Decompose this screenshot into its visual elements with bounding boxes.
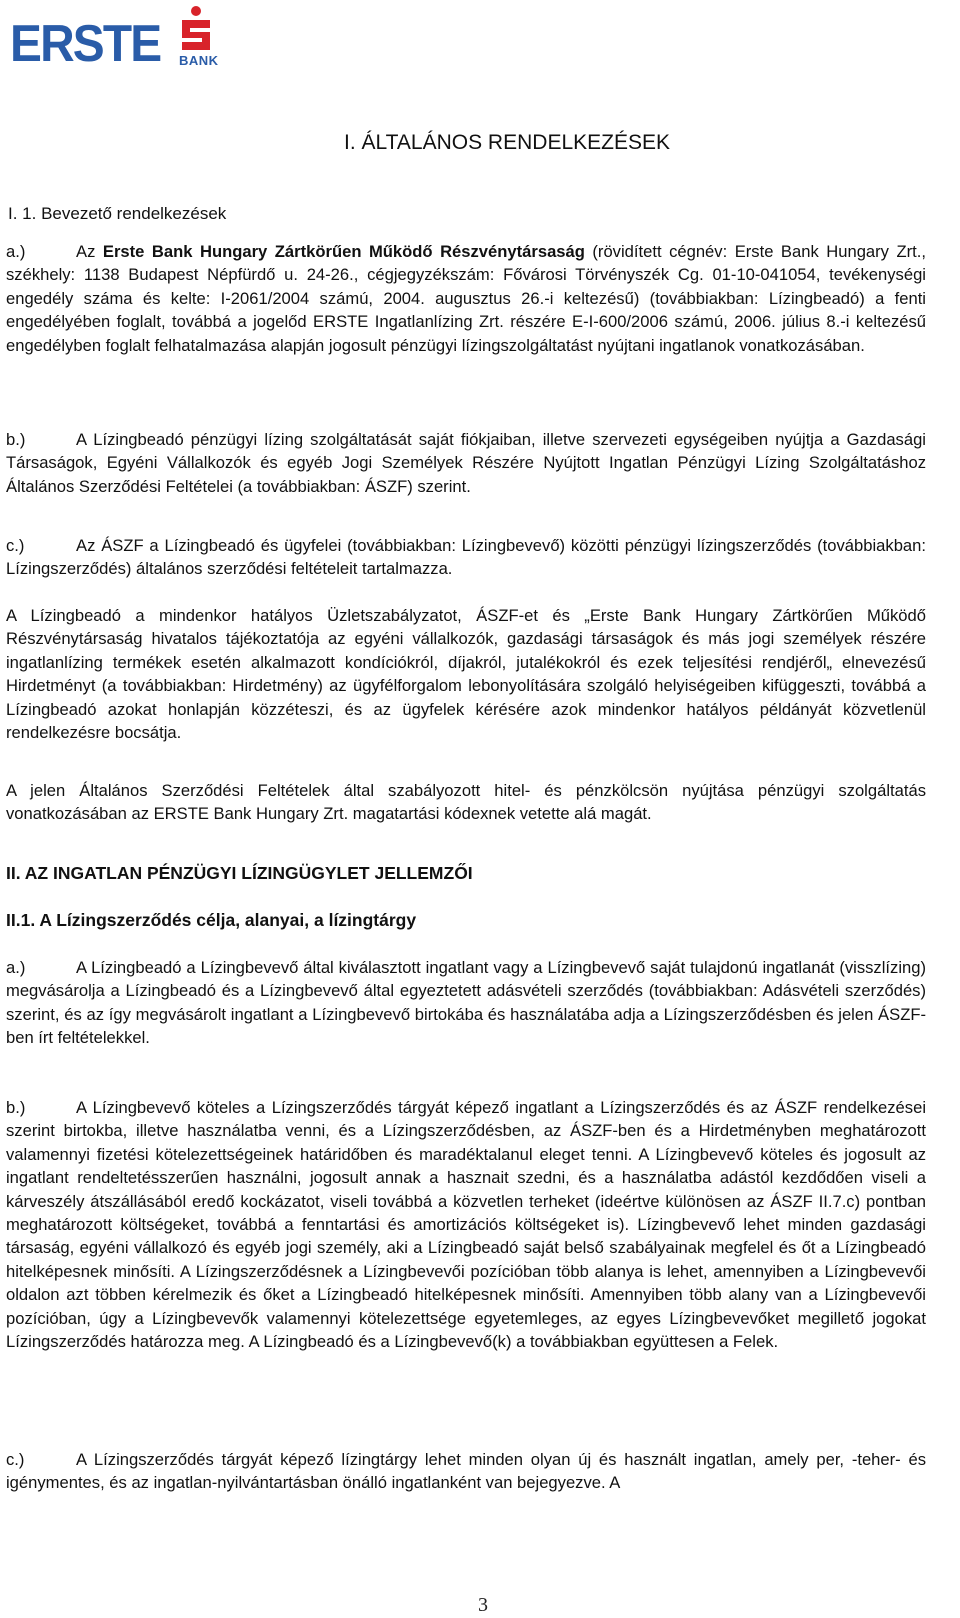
paragraph-1d: A Lízingbeadó a mindenkor hatályos Üzletszabályzatot, ÁSZF-et és „Erste Bank Hungary Zártkörűen Működő Részvénytársaság hivatalos tájékoztatója az egyéni vállalkozók, gazdasági társaságok és más jogi személyek részére ingatlanlízing termékek esetén alkalmazott kondíciókról, díjakról, jutalékokról és ezek teljesítési rendjéről„ elnevezésű Hirdetményt (a továbbiakban: Hirdetmény) az ügyfélforgalom lebonyolítására szolgáló helyiségeiben kifüggeszti, továbbá a Lízingbeadó azokat honlapján közzéteszi, és az ügyfelek kérésére azok mindenkor hatályos példányát közvetlenül rendelkezésre bocsátja. xyxy=(6,606,926,743)
paragraph-2c: c.) A Lízingszerződés tárgyát képező lízingtárgy lehet minden olyan új és használt ingatlan, amely per, -teher- és igénymentes, és az ingatlan-nyilvántartásban önálló ingatlanként van bejegyezve. A xyxy=(6,1450,926,1493)
paragraph-2a: a.) A Lízingbeadó a Lízingbevevő által kiválasztott ingatlant vagy a Lízingbevevő saját tulajdonú ingatlanát (visszlízing) megvásárolja a Lízingbeadó és a Lízingbevevő által egyeztetett adásvételi szerződés (továbbiakban: Adásvételi szerződés) szerint, és az így megvásárolt ingatlant a Lízingbevevő birtokába és használatába adja a Lízingszerződésben és jelen ÁSZF-ben írt feltételekkel. xyxy=(6,958,926,1048)
paragraph-label: a.) xyxy=(6,242,26,261)
paragraph-label: c.) xyxy=(6,1450,25,1469)
logo-wordmark: ERSTE xyxy=(10,15,161,73)
section-heading-1: I. ÁLTALÁNOS RENDELKEZÉSEK xyxy=(344,131,670,154)
erste-bank-logo xyxy=(10,6,219,73)
paragraph-2b: b.) A Lízingbevevő köteles a Lízingszerződés tárgyát képező ingatlant a Lízingszerződés és az ÁSZF rendelkezései szerint birtokba, illetve használatba venni, és a Lízingszerződésben, az ÁSZF-ben és a Hirdetményben meghatározott valamennyi fizetési kötelezettségeinek határidőben és maradéktalanul eleget tenni. A Lízingbevevő köteles és jogosult az ingatlant rendeltetésszerűen használni, jogosult annak a hasznait szedni, és a használatba adástól kezdődően viseli a kárveszély átszállásából eredő kockázatot, viseli továbbá a közvetlen terheket (ideértve különösen az ÁSZF II.7.c) pontban meghatározott költségeket, továbbá a fenntartási és amortizációs költségeket is). Lízingbevevő lehet minden gazdasági társaság, egyéni vállalkozó és egyéb jogi személy, aki a Lízingbeadó saját belső szabályainak megfelel és őt a Lízingbeadó hitelképesnek minősíti. A Lízingszerződésnek a Lízingbevevői pozícióban több alanya is lehet, amennyiben a Lízingbevevői oldalon azt többen kérelmezik és őket a Lízingbeadó hitelképesnek minősíti. Amennyiben több alany van a Lízingbevevői pozícióban, úgy a Lízingbevevők valamennyi kötelezettsége egyetemleges, az egyes Lízingbevevőket megillető jogokat Lízingszerződés határozza meg. A Lízingbeadó és a Lízingbevevő(k) a továbbiakban együttesen a Felek. xyxy=(6,1098,926,1352)
paragraph-1a: a.) Az Erste Bank Hungary Zártkörűen Működő Részvénytársaság (rövidített cégnév: Erste Bank Hungary Zrt., székhely: 1138 Budapest Népfürdő u. 24-26., cégjegyzékszám: Fővárosi Törvényszék Cg. 01-10-041054, tevékenységi engedély száma és kelte: I-2061/2004 számú, 2004. augusztus 26.-i keltezésű) (továbbiakban: Lízingbeadó) a fenti engedélyében foglalt, továbbá a jogelőd ERSTE Ingatlanlízing Zrt. részére E-I-600/2006 számú, 2006. július 8.-i keltezésű engedélyben foglalt felhatalmazása alapján jogosult pénzügyi lízingszolgáltatást nyújtani ingatlanok vonatkozásában. xyxy=(6,242,926,355)
paragraph-label: b.) xyxy=(6,430,26,449)
bank-name: Erste Bank Hungary Zártkörűen Működő Részvénytársaság xyxy=(102,242,585,261)
section-heading-2: II. AZ INGATLAN PÉNZÜGYI LÍZINGÜGYLET JELLEMZŐI xyxy=(6,863,473,883)
paragraph-1c: c.) Az ÁSZF a Lízingbeadó és ügyfelei (továbbiakban: Lízingbevevő) közötti pénzügyi lízingszerződés (továbbiakban: Lízingszerződés) általános szerződési feltételeit tartalmazza. xyxy=(6,536,926,579)
subsection-heading-2-1: II.1. A Lízingszerződés célja, alanyai, a lízingtárgy xyxy=(6,910,417,930)
page-number: 3 xyxy=(478,1594,488,1616)
paragraph-1e: A jelen Általános Szerződési Feltételek által szabályozott hitel- és pénzkölcsön nyújtása pénzügyi szolgáltatás vonatkozásában az ERSTE Bank Hungary Zrt. magatartási kódexnek vetette alá magát. xyxy=(6,781,926,824)
paragraph-1b: b.) A Lízingbeadó pénzügyi lízing szolgáltatását saját fiókjaiban, illetve szervezeti egységeiben nyújtja a Gazdasági Társaságok, Egyéni Vállalkozók és egyéb Jogi Személyek Részére Nyújtott Ingatlan Pénzügyi Lízing Szolgáltatáshoz Általános Szerződési Feltételei (a továbbiakban: ÁSZF) szerint. xyxy=(6,430,926,496)
paragraph-label: c.) xyxy=(6,536,25,555)
paragraph-label: b.) xyxy=(6,1098,26,1117)
logo-bank-text: BANK xyxy=(179,53,219,68)
paragraph-label: a.) xyxy=(6,958,26,977)
subsection-heading-1-1: I. 1. Bevezető rendelkezések xyxy=(8,204,227,223)
erste-s-icon xyxy=(178,6,214,50)
